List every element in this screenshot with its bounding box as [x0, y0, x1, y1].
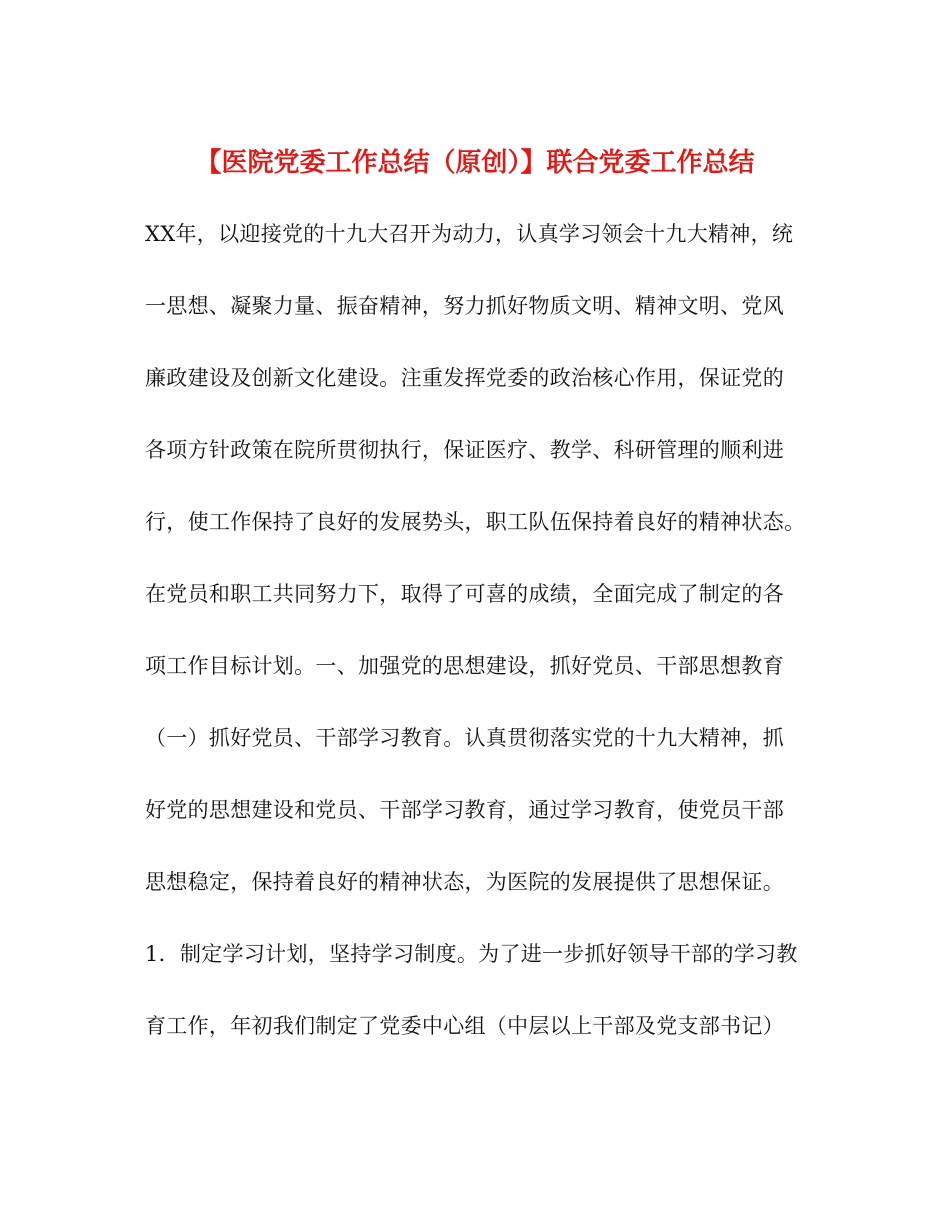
document-title: 【医院党委工作总结（原创）】联合党委工作总结	[195, 148, 755, 178]
paragraph-line: 在党员和职工共同努力下，取得了可喜的成绩，全面完成了制定的各	[145, 582, 784, 606]
paragraph-line: 育工作，年初我们制定了党委中心组（中层以上干部及党支部书记）	[145, 1014, 784, 1038]
paragraph-line: 一思想、凝聚力量、振奋精神，努力抓好物质文明、精神文明、党风	[145, 294, 784, 318]
paragraph-line: 1．制定学习计划，坚持学习制度。为了进一步抓好领导干部的学习教	[145, 942, 798, 966]
paragraph-line: （一）抓好党员、干部学习教育。认真贯彻落实党的十九大精神，抓	[145, 726, 784, 750]
document-body	[145, 214, 810, 1078]
paragraph-line: 行，使工作保持了良好的发展势头，职工队伍保持着良好的精神状态。	[145, 510, 806, 534]
paragraph-line: 项工作目标计划。一、加强党的思想建设，抓好党员、干部思想教育	[145, 654, 784, 678]
paragraph-line: 廉政建设及创新文化建设。注重发挥党委的政治核心作用，保证党的	[145, 366, 784, 390]
paragraph-line: XX年，以迎接党的十九大召开为动力，认真学习领会十九大精神，统	[145, 222, 794, 246]
paragraph-line: 各项方针政策在院所贯彻执行，保证医疗、教学、科研管理的顺利进	[145, 438, 784, 462]
paragraph-line: 思想稳定，保持着良好的精神状态，为医院的发展提供了思想保证。	[145, 870, 784, 894]
paragraph-line: 好党的思想建设和党员、干部学习教育，通过学习教育，使党员干部	[145, 798, 784, 822]
